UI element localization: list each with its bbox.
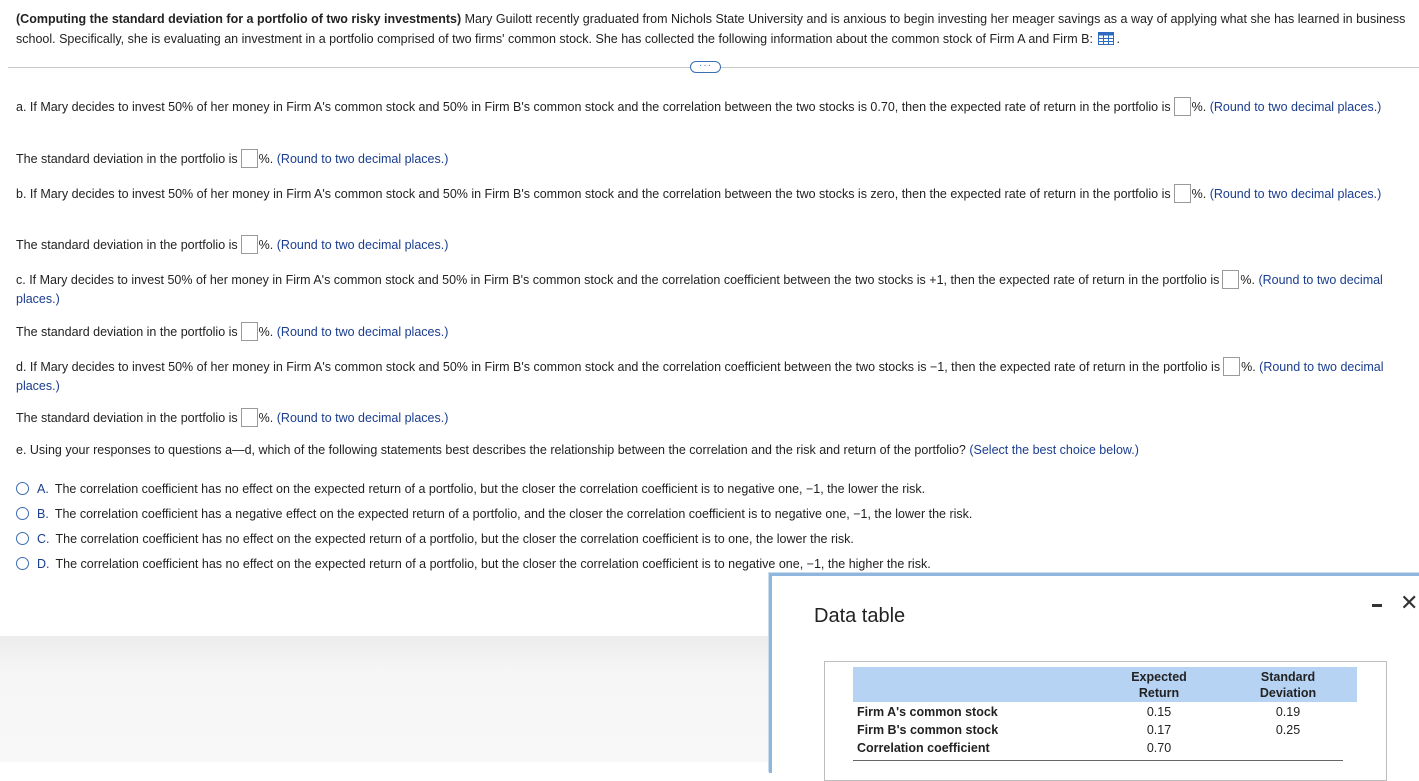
answer-d-return-input[interactable] bbox=[1223, 357, 1240, 376]
question-d-prompt: d. If Mary decides to invest 50% of her money in Firm A's common stock and 50% in Firm B's common stock and the correlation coefficient between the two stocks is −1, then the expected rate of return in the portfolio is bbox=[16, 360, 1221, 374]
question-b-suffix: %. bbox=[1191, 187, 1207, 201]
question-e-hint: (Select the best choice below.) bbox=[969, 443, 1139, 457]
question-b-sd-suffix: %. bbox=[258, 238, 274, 252]
header-expected-return bbox=[1109, 667, 1209, 701]
problem-intro bbox=[16, 9, 1411, 49]
answer-c-sd-input[interactable] bbox=[241, 322, 258, 341]
row-label: Firm A's common stock bbox=[857, 705, 998, 719]
expand-more-button[interactable]: ··· bbox=[690, 61, 721, 73]
table-bottom-rule bbox=[853, 760, 1343, 761]
close-icon[interactable]: ✕ bbox=[1400, 590, 1419, 615]
question-d-sd bbox=[16, 408, 1411, 428]
table-row bbox=[857, 703, 1357, 721]
choice-a-radio[interactable] bbox=[16, 482, 29, 495]
question-b-sd-prompt: The standard deviation in the portfolio is bbox=[16, 238, 238, 252]
choice-a-text: The correlation coefficient has no effect on the expected return of a portfolio, but the closer the correlation coefficient is to negative one, −1, the lower the risk. bbox=[54, 482, 926, 496]
question-c-hint: (Round to two decimal places.) bbox=[16, 273, 1383, 306]
choice-c[interactable] bbox=[16, 529, 854, 549]
choice-b-text: The correlation coefficient has a negative effect on the expected return of a portfolio, and the closer the correlation coefficient is to negative one, −1, the lower the risk. bbox=[54, 507, 973, 521]
row-standard-deviation: 0.25 bbox=[1275, 723, 1301, 737]
row-label: Correlation coefficient bbox=[857, 741, 990, 755]
question-b-sd-hint: (Round to two decimal places.) bbox=[276, 238, 449, 252]
dialog-title: Data table bbox=[814, 605, 906, 627]
question-b-prompt: b. If Mary decides to invest 50% of her money in Firm A's common stock and 50% in Firm B's common stock and the correlation between the two stocks is zero, then the expected rate of return in the portfolio is bbox=[16, 187, 1171, 201]
question-b-hint: (Round to two decimal places.) bbox=[1209, 187, 1382, 201]
answer-c-return-input[interactable] bbox=[1222, 270, 1239, 289]
data-table-frame bbox=[824, 661, 1387, 781]
intro-text: Mary Guilott recently graduated from Nichols State University and is anxious to begin investing her meager savings as a way of applying what she has learned in business school. Specifically, she is evaluating an investment in a portfolio comprised of two firms' common stock. She has collected the following information about the common stock of Firm A and Firm B: bbox=[16, 12, 1406, 46]
question-d-hint: (Round to two decimal places.) bbox=[16, 360, 1384, 393]
choice-b-letter: B. bbox=[37, 507, 49, 521]
choice-d-letter: D. bbox=[37, 557, 50, 571]
question-a-suffix: %. bbox=[1191, 100, 1207, 114]
table-row bbox=[857, 739, 1357, 757]
table-header bbox=[853, 667, 1357, 702]
header-sd-line2: Deviation bbox=[1259, 686, 1317, 700]
question-a-sd-suffix: %. bbox=[258, 152, 274, 166]
choice-b[interactable] bbox=[16, 504, 972, 524]
minimize-icon[interactable] bbox=[1372, 604, 1382, 607]
choice-d-radio[interactable] bbox=[16, 557, 29, 570]
table-row bbox=[857, 721, 1357, 739]
choice-a[interactable] bbox=[16, 479, 925, 499]
row-expected-return: 0.17 bbox=[1146, 723, 1172, 737]
question-a bbox=[16, 97, 1411, 117]
data-table-dialog bbox=[769, 573, 1419, 773]
question-c bbox=[16, 270, 1411, 309]
choice-a-letter: A. bbox=[37, 482, 49, 496]
question-a-hint: (Round to two decimal places.) bbox=[1209, 100, 1382, 114]
question-d bbox=[16, 357, 1411, 396]
question-c-prompt: c. If Mary decides to invest 50% of her money in Firm A's common stock and 50% in Firm B's common stock and the correlation coefficient between the two stocks is +1, then the expected rate of return in the portfolio is bbox=[16, 273, 1220, 287]
answer-a-sd-input[interactable] bbox=[241, 149, 258, 168]
choice-d[interactable] bbox=[16, 554, 931, 574]
header-expected-line1: Expected bbox=[1131, 670, 1187, 684]
question-a-prompt: a. If Mary decides to invest 50% of her money in Firm A's common stock and 50% in Firm B's common stock and the correlation between the two stocks is 0.70, then the expected rate of return in the portfolio is bbox=[16, 100, 1171, 114]
question-c-sd-prompt: The standard deviation in the portfolio is bbox=[16, 325, 238, 339]
question-b-sd bbox=[16, 235, 1411, 255]
question-a-sd bbox=[16, 149, 1411, 169]
question-e bbox=[16, 441, 1411, 460]
header-standard-deviation bbox=[1238, 667, 1338, 701]
question-c-sd-suffix: %. bbox=[258, 325, 274, 339]
row-expected-return: 0.70 bbox=[1146, 741, 1172, 755]
choice-b-radio[interactable] bbox=[16, 507, 29, 520]
choice-c-radio[interactable] bbox=[16, 532, 29, 545]
row-standard-deviation: 0.19 bbox=[1275, 705, 1301, 719]
header-expected-line2: Return bbox=[1138, 686, 1180, 700]
data-table-icon[interactable] bbox=[1098, 31, 1114, 44]
question-d-suffix: %. bbox=[1241, 360, 1256, 374]
answer-b-return-input[interactable] bbox=[1174, 184, 1191, 203]
question-d-sd-prompt: The standard deviation in the portfolio is bbox=[16, 411, 238, 425]
question-d-sd-suffix: %. bbox=[258, 411, 274, 425]
choice-c-text: The correlation coefficient has no effect on the expected return of a portfolio, but the closer the correlation coefficient is to one, the lower the risk. bbox=[55, 532, 854, 546]
intro-title: (Computing the standard deviation for a portfolio of two risky investments) bbox=[16, 12, 462, 26]
answer-d-sd-input[interactable] bbox=[241, 408, 258, 427]
question-a-sd-prompt: The standard deviation in the portfolio is bbox=[16, 152, 238, 166]
row-label: Firm B's common stock bbox=[857, 723, 999, 737]
question-d-sd-hint: (Round to two decimal places.) bbox=[276, 411, 449, 425]
choice-d-text: The correlation coefficient has no effect on the expected return of a portfolio, but the closer the correlation coefficient is to negative one, −1, the higher the risk. bbox=[55, 557, 931, 571]
question-b bbox=[16, 184, 1411, 204]
question-a-sd-hint: (Round to two decimal places.) bbox=[276, 152, 449, 166]
question-e-prompt: e. Using your responses to questions a—d, which of the following statements best describes the relationship between the correlation and the risk and return of the portfolio? bbox=[16, 443, 966, 457]
header-sd-line1: Standard bbox=[1260, 670, 1316, 684]
question-c-sd-hint: (Round to two decimal places.) bbox=[276, 325, 449, 339]
question-c-suffix: %. bbox=[1240, 273, 1255, 287]
choice-c-letter: C. bbox=[37, 532, 50, 546]
answer-b-sd-input[interactable] bbox=[241, 235, 258, 254]
question-c-sd bbox=[16, 322, 1411, 342]
intro-end: . bbox=[1116, 32, 1120, 46]
background-band bbox=[0, 636, 770, 762]
row-expected-return: 0.15 bbox=[1146, 705, 1172, 719]
answer-a-return-input[interactable] bbox=[1174, 97, 1191, 116]
